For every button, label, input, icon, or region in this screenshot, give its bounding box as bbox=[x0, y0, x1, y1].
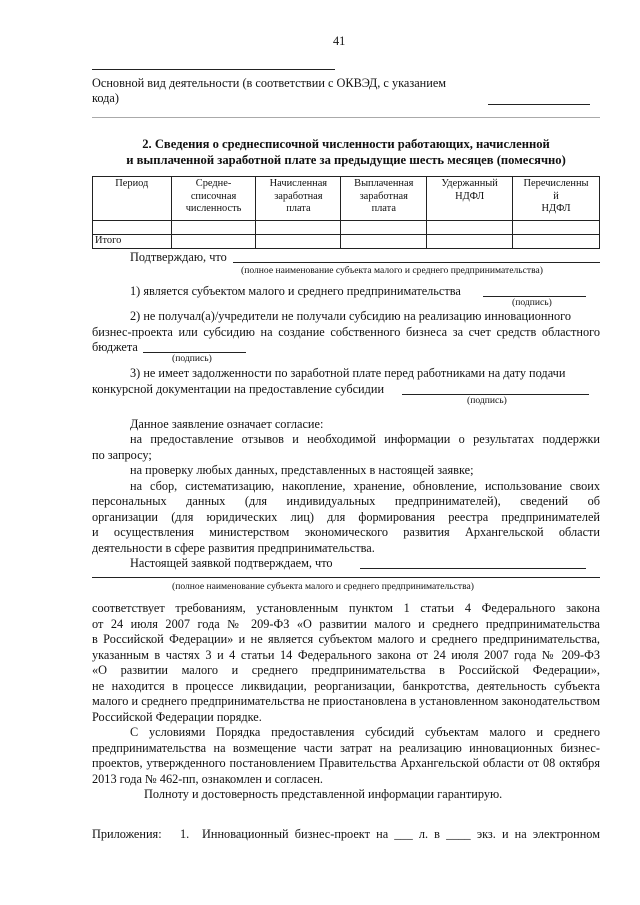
table-cell[interactable] bbox=[341, 221, 427, 235]
header-withheld-tax bbox=[427, 177, 513, 221]
confirm2-blank-full[interactable] bbox=[92, 577, 600, 578]
compliance-line3: в Российской Федерации» и не является субъектом малого и среднего предпринимательства, bbox=[92, 632, 600, 646]
table-total-row bbox=[93, 235, 600, 249]
compliance-line7: малого и среднего предпринимательства не приостановлена в установленном законодательством bbox=[92, 694, 600, 708]
consent-p1-line2: по запросу; bbox=[92, 448, 152, 462]
item2-line1: 2) не получал(а)/учредители не получали субсидию на реализацию инновационного bbox=[130, 309, 572, 323]
compliance-line6: не находится в процессе ликвидации, реорганизации, банкротства, деятельность субъекта bbox=[92, 679, 600, 693]
header-average-headcount-text: Средне- списочная численность bbox=[185, 178, 242, 214]
confirm2-caption: (полное наименование субъекта малого и среднего предпринимательства) bbox=[172, 581, 474, 592]
consent-p3-line3: организации (для юридических лиц) для формирования реестра предпринимателей bbox=[92, 510, 600, 524]
attachments-label: Приложения: bbox=[92, 827, 162, 841]
table-cell[interactable] bbox=[93, 221, 172, 235]
consent-intro: Данное заявление означает согласие: bbox=[130, 417, 324, 431]
confirm2-blank-short[interactable] bbox=[360, 568, 586, 569]
section-title-line2: и выплаченной заработной плате за предыдущие шесть месяцев (помесячно) bbox=[126, 153, 566, 167]
consent-p2: на проверку любых данных, представленных в настоящей заявке; bbox=[130, 463, 474, 477]
confirm-prefix: Подтверждаю, что bbox=[130, 250, 227, 264]
item2-signature-caption: (подпись) bbox=[172, 353, 212, 364]
header-accrued-salary bbox=[256, 177, 341, 221]
attachments-text: Инновационный бизнес-проект на ___ л. в ____ экз. и на электронном bbox=[202, 827, 600, 841]
header-withheld-tax-text: Удержанный НДФЛ bbox=[441, 178, 498, 202]
okved-separator bbox=[92, 117, 600, 118]
header-transferred-tax bbox=[513, 177, 600, 221]
consent-p3-line1: на сбор, систематизацию, накопление, хранение, обновление, использование своих bbox=[130, 479, 600, 493]
table-cell[interactable] bbox=[341, 235, 427, 249]
consent-p3-line5: деятельности в сфере развития предпринимательства. bbox=[92, 541, 375, 555]
okved-label-line2: кода) bbox=[92, 91, 119, 105]
attachments-number: 1. bbox=[180, 827, 190, 841]
item1-signature-caption: (подпись) bbox=[512, 297, 552, 308]
header-accrued-salary-text: Начисленная заработная плата bbox=[269, 178, 328, 214]
item1-text: 1) является субъектом малого и среднего предпринимательства bbox=[130, 284, 461, 298]
table-cell[interactable] bbox=[171, 235, 256, 249]
conditions-line1: С условиями Порядка предоставления субсидий субъектам малого и среднего bbox=[130, 725, 600, 739]
consent-p1-line1: на предоставление отзывов и необходимой информации о результатах поддержки bbox=[130, 432, 600, 446]
headcount-salary-table bbox=[92, 176, 600, 249]
page-number: 41 bbox=[333, 34, 346, 48]
item3-signature-caption: (подпись) bbox=[467, 395, 507, 406]
okved-top-line bbox=[92, 69, 335, 70]
item3-line1: 3) не имеет задолженности по заработной плате перед работниками на дату подачи bbox=[130, 366, 566, 380]
conditions-line2: предпринимательства на возмещение части затрат на реализацию инновационных бизнес- bbox=[92, 741, 600, 755]
table-header-row bbox=[93, 177, 600, 221]
okved-label-line1: Основной вид деятельности (в соответствии с ОКВЭД, с указанием bbox=[92, 76, 447, 90]
total-label: Итого bbox=[95, 235, 122, 246]
item2-line3: бюджета bbox=[92, 340, 138, 354]
confirm2-prefix: Настоящей заявкой подтверждаем, что bbox=[130, 556, 333, 570]
compliance-line2: от 24 июля 2007 года № 209-ФЗ «О развитии малого и среднего предпринимательства bbox=[92, 617, 600, 631]
total-label-cell bbox=[93, 235, 172, 249]
table-cell[interactable] bbox=[256, 221, 341, 235]
header-transferred-tax-text: Перечисленны й НДФЛ bbox=[523, 178, 589, 214]
table-cell[interactable] bbox=[256, 235, 341, 249]
consent-p3-line2: персональных данных (для индивидуальных предпринимателей), сведений об bbox=[92, 494, 600, 508]
compliance-line8: Российской Федерации порядке. bbox=[92, 710, 262, 724]
table-cell[interactable] bbox=[427, 221, 513, 235]
header-paid-salary-text: Выплаченная заработная плата bbox=[354, 178, 414, 214]
okved-code-blank[interactable] bbox=[488, 104, 590, 105]
guarantee-text: Полноту и достоверность представленной информации гарантирую. bbox=[144, 787, 503, 801]
table-cell[interactable] bbox=[513, 221, 600, 235]
header-period bbox=[93, 177, 172, 221]
header-period-text: Период bbox=[115, 178, 149, 189]
compliance-line4: указанным в частях 3 и 4 статьи 14 Федерального закона от 24 июля 2007 года № 209-ФЗ bbox=[92, 648, 600, 662]
confirm-caption: (полное наименование субъекта малого и среднего предпринимательства) bbox=[241, 265, 543, 276]
item2-line2: бизнес-проекта или субсидию на создание собственного бизнеса за счет средств областного bbox=[92, 325, 600, 339]
section-title-line1: 2. Сведения о среднесписочной численности работающих, начисленной bbox=[142, 137, 550, 151]
compliance-line5: «О развитии малого и среднего предпринимательства в Российской Федерации», bbox=[92, 663, 600, 677]
compliance-line1: соответствует требованиям, установленным пунктом 1 статьи 4 Федерального закона bbox=[92, 601, 600, 615]
conditions-line4: 2013 года № 462-пп, ознакомлен и согласен. bbox=[92, 772, 323, 786]
table-cell[interactable] bbox=[171, 221, 256, 235]
header-paid-salary bbox=[341, 177, 427, 221]
table-row bbox=[93, 221, 600, 235]
table-cell[interactable] bbox=[427, 235, 513, 249]
item3-line2: конкурсной документации на предоставление субсидии bbox=[92, 382, 385, 396]
conditions-line3: проектов, утвержденного постановлением Правительства Архангельской области от 08 октября bbox=[92, 756, 600, 770]
table-cell[interactable] bbox=[513, 235, 600, 249]
consent-p3-line4: и осуществления министерством экономического развития Архангельской области bbox=[92, 525, 600, 539]
header-average-headcount bbox=[171, 177, 256, 221]
confirm-name-blank[interactable] bbox=[233, 262, 600, 263]
